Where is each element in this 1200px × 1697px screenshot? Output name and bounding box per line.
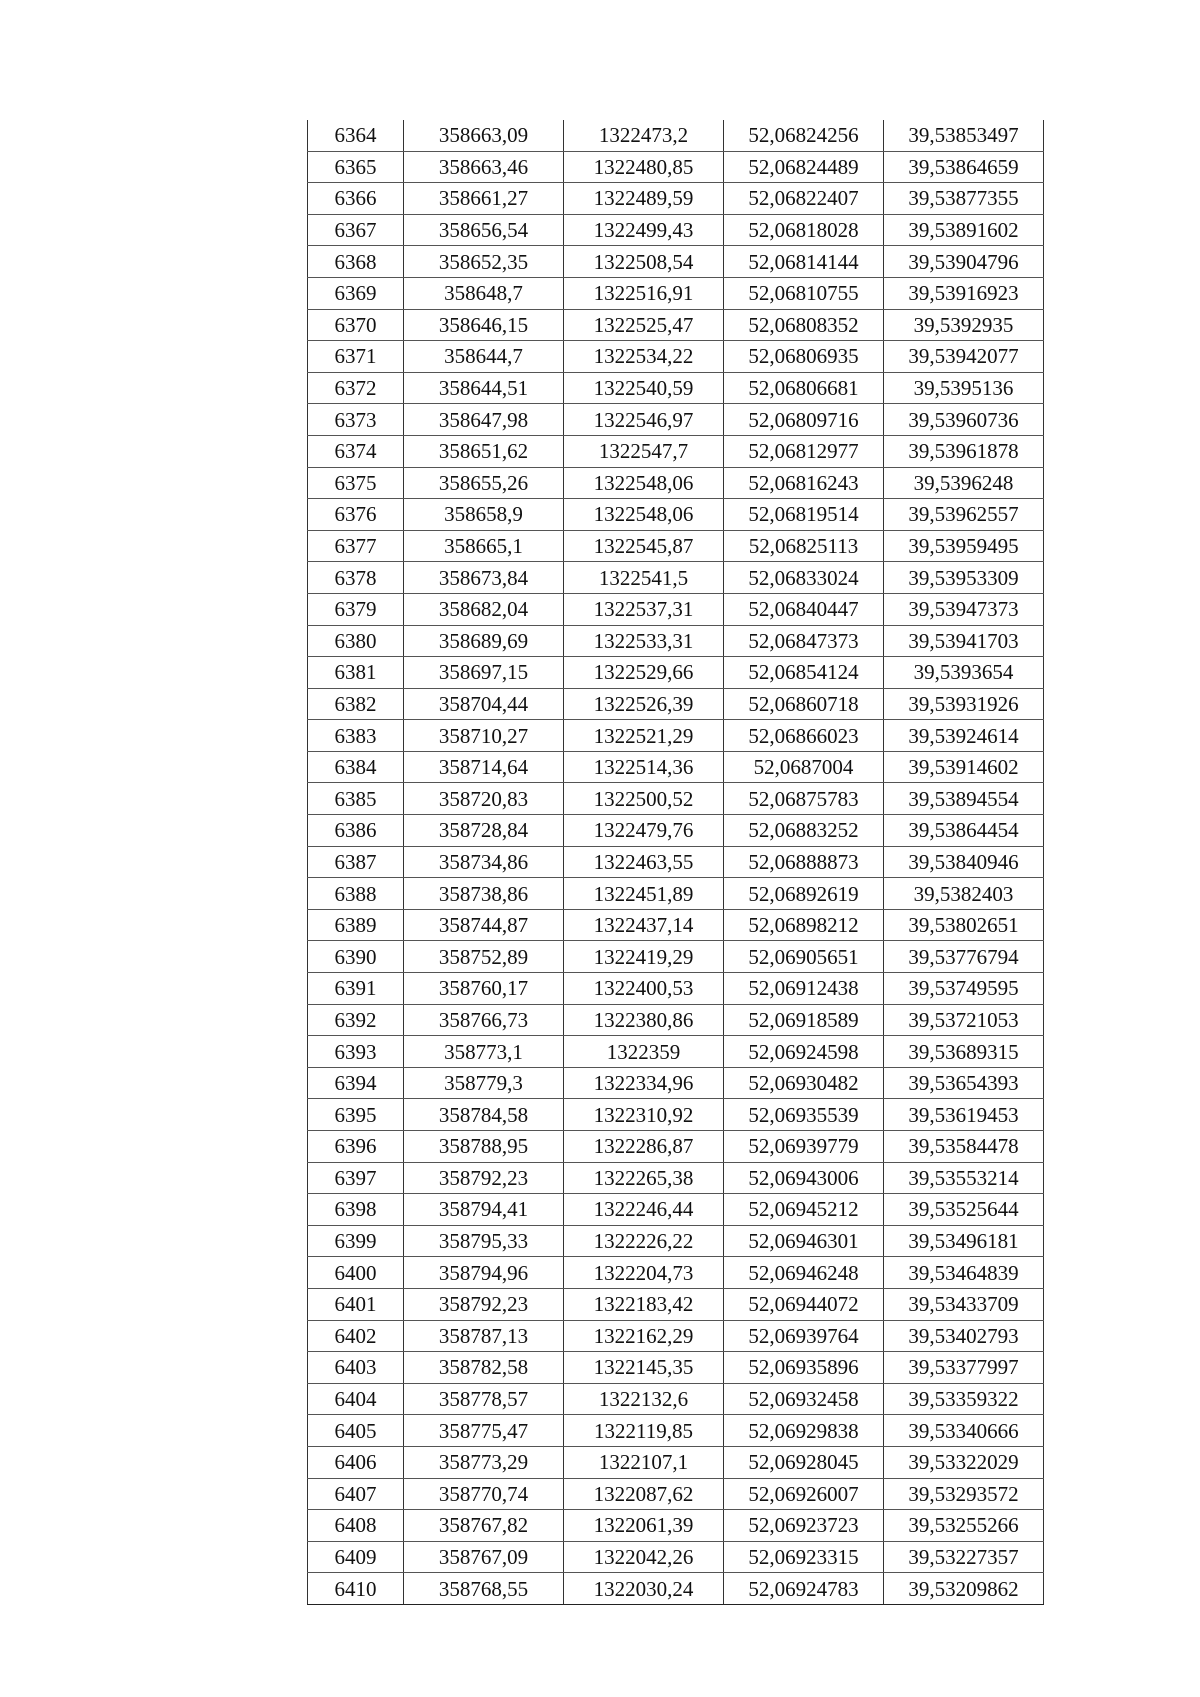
point-number-cell: 6387: [308, 846, 404, 878]
x-coordinate-cell: 358779,3: [404, 1067, 564, 1099]
y-coordinate-cell: 1322499,43: [564, 214, 724, 246]
latitude-cell: 52,06825113: [724, 530, 884, 562]
latitude-cell: 52,06945212: [724, 1194, 884, 1226]
y-coordinate-cell: 1322145,35: [564, 1352, 724, 1384]
y-coordinate-cell: 1322162,29: [564, 1320, 724, 1352]
y-coordinate-cell: 1322521,29: [564, 720, 724, 752]
latitude-cell: 52,06935896: [724, 1352, 884, 1384]
latitude-cell: 52,06816243: [724, 467, 884, 499]
table-row: [308, 688, 1044, 720]
table-row: [308, 1004, 1044, 1036]
y-coordinate-cell: 1322534,22: [564, 341, 724, 373]
x-coordinate-cell: 358673,84: [404, 562, 564, 594]
longitude-cell: 39,53293572: [884, 1478, 1044, 1510]
point-number-cell: 6408: [308, 1510, 404, 1542]
point-number-cell: 6370: [308, 309, 404, 341]
y-coordinate-cell: 1322546,97: [564, 404, 724, 436]
longitude-cell: 39,53402793: [884, 1320, 1044, 1352]
point-number-cell: 6369: [308, 277, 404, 309]
y-coordinate-cell: 1322529,66: [564, 657, 724, 689]
y-coordinate-cell: 1322400,53: [564, 973, 724, 1005]
table-row: [308, 1099, 1044, 1131]
table-row: [308, 151, 1044, 183]
latitude-cell: 52,06812977: [724, 435, 884, 467]
latitude-cell: 52,06860718: [724, 688, 884, 720]
x-coordinate-cell: 358795,33: [404, 1225, 564, 1257]
table-row: [308, 1541, 1044, 1573]
table-row: [308, 625, 1044, 657]
table-row: [308, 562, 1044, 594]
point-number-cell: 6400: [308, 1257, 404, 1289]
x-coordinate-cell: 358682,04: [404, 593, 564, 625]
x-coordinate-cell: 358652,35: [404, 246, 564, 278]
x-coordinate-cell: 358646,15: [404, 309, 564, 341]
y-coordinate-cell: 1322334,96: [564, 1067, 724, 1099]
table-row: [308, 277, 1044, 309]
point-number-cell: 6391: [308, 973, 404, 1005]
table-row: [308, 1194, 1044, 1226]
longitude-cell: 39,53960736: [884, 404, 1044, 436]
table-row: [308, 1383, 1044, 1415]
longitude-cell: 39,53864659: [884, 151, 1044, 183]
point-number-cell: 6403: [308, 1352, 404, 1384]
point-number-cell: 6368: [308, 246, 404, 278]
table-row: [308, 941, 1044, 973]
point-number-cell: 6409: [308, 1541, 404, 1573]
y-coordinate-cell: 1322479,76: [564, 815, 724, 847]
y-coordinate-cell: 1322226,22: [564, 1225, 724, 1257]
longitude-cell: 39,53525644: [884, 1194, 1044, 1226]
point-number-cell: 6379: [308, 593, 404, 625]
y-coordinate-cell: 1322489,59: [564, 183, 724, 215]
longitude-cell: 39,53924614: [884, 720, 1044, 752]
x-coordinate-cell: 358773,29: [404, 1446, 564, 1478]
longitude-cell: 39,53941703: [884, 625, 1044, 657]
point-number-cell: 6395: [308, 1099, 404, 1131]
table-row: [308, 372, 1044, 404]
x-coordinate-cell: 358792,23: [404, 1288, 564, 1320]
latitude-cell: 52,06946301: [724, 1225, 884, 1257]
y-coordinate-cell: 1322087,62: [564, 1478, 724, 1510]
table-row: [308, 909, 1044, 941]
x-coordinate-cell: 358787,13: [404, 1320, 564, 1352]
latitude-cell: 52,06806935: [724, 341, 884, 373]
point-number-cell: 6366: [308, 183, 404, 215]
table-row: [308, 246, 1044, 278]
longitude-cell: 39,53464839: [884, 1257, 1044, 1289]
y-coordinate-cell: 1322061,39: [564, 1510, 724, 1542]
table-row: [308, 435, 1044, 467]
table-row: [308, 214, 1044, 246]
point-number-cell: 6410: [308, 1573, 404, 1605]
x-coordinate-cell: 358689,69: [404, 625, 564, 657]
y-coordinate-cell: 1322030,24: [564, 1573, 724, 1605]
table-row: [308, 593, 1044, 625]
y-coordinate-cell: 1322380,86: [564, 1004, 724, 1036]
latitude-cell: 52,06926007: [724, 1478, 884, 1510]
latitude-cell: 52,06833024: [724, 562, 884, 594]
longitude-cell: 39,53942077: [884, 341, 1044, 373]
point-number-cell: 6371: [308, 341, 404, 373]
x-coordinate-cell: 358767,82: [404, 1510, 564, 1542]
y-coordinate-cell: 1322246,44: [564, 1194, 724, 1226]
longitude-cell: 39,53962557: [884, 499, 1044, 531]
x-coordinate-cell: 358775,47: [404, 1415, 564, 1447]
table-row: [308, 1510, 1044, 1542]
point-number-cell: 6364: [308, 120, 404, 151]
point-number-cell: 6397: [308, 1162, 404, 1194]
longitude-cell: 39,53961878: [884, 435, 1044, 467]
latitude-cell: 52,06847373: [724, 625, 884, 657]
point-number-cell: 6389: [308, 909, 404, 941]
point-number-cell: 6405: [308, 1415, 404, 1447]
y-coordinate-cell: 1322525,47: [564, 309, 724, 341]
x-coordinate-cell: 358704,44: [404, 688, 564, 720]
longitude-cell: 39,53802651: [884, 909, 1044, 941]
latitude-cell: 52,06923315: [724, 1541, 884, 1573]
longitude-cell: 39,53776794: [884, 941, 1044, 973]
longitude-cell: 39,53916923: [884, 277, 1044, 309]
y-coordinate-cell: 1322540,59: [564, 372, 724, 404]
y-coordinate-cell: 1322132,6: [564, 1383, 724, 1415]
table-row: [308, 1036, 1044, 1068]
point-number-cell: 6374: [308, 435, 404, 467]
longitude-cell: 39,53959495: [884, 530, 1044, 562]
latitude-cell: 52,06819514: [724, 499, 884, 531]
point-number-cell: 6380: [308, 625, 404, 657]
latitude-cell: 52,06854124: [724, 657, 884, 689]
x-coordinate-cell: 358768,55: [404, 1573, 564, 1605]
latitude-cell: 52,06912438: [724, 973, 884, 1005]
y-coordinate-cell: 1322107,1: [564, 1446, 724, 1478]
x-coordinate-cell: 358744,87: [404, 909, 564, 941]
table-row: [308, 1288, 1044, 1320]
table-row: [308, 1573, 1044, 1605]
latitude-cell: 52,06810755: [724, 277, 884, 309]
table-row: [308, 499, 1044, 531]
y-coordinate-cell: 1322419,29: [564, 941, 724, 973]
x-coordinate-cell: 358656,54: [404, 214, 564, 246]
table-row: [308, 815, 1044, 847]
table-row: [308, 1162, 1044, 1194]
x-coordinate-cell: 358697,15: [404, 657, 564, 689]
y-coordinate-cell: 1322286,87: [564, 1131, 724, 1163]
longitude-cell: 39,53340666: [884, 1415, 1044, 1447]
latitude-cell: 52,06939764: [724, 1320, 884, 1352]
table-row: [308, 720, 1044, 752]
point-number-cell: 6392: [308, 1004, 404, 1036]
y-coordinate-cell: 1322310,92: [564, 1099, 724, 1131]
longitude-cell: 39,53947373: [884, 593, 1044, 625]
y-coordinate-cell: 1322042,26: [564, 1541, 724, 1573]
longitude-cell: 39,53553214: [884, 1162, 1044, 1194]
point-number-cell: 6402: [308, 1320, 404, 1352]
latitude-cell: 52,06806681: [724, 372, 884, 404]
table-row: [308, 1478, 1044, 1510]
point-number-cell: 6406: [308, 1446, 404, 1478]
longitude-cell: 39,53953309: [884, 562, 1044, 594]
latitude-cell: 52,06809716: [724, 404, 884, 436]
longitude-cell: 39,53891602: [884, 214, 1044, 246]
x-coordinate-cell: 358766,73: [404, 1004, 564, 1036]
y-coordinate-cell: 1322473,2: [564, 120, 724, 151]
y-coordinate-cell: 1322359: [564, 1036, 724, 1068]
longitude-cell: 39,53931926: [884, 688, 1044, 720]
point-number-cell: 6394: [308, 1067, 404, 1099]
point-number-cell: 6365: [308, 151, 404, 183]
latitude-cell: 52,06946248: [724, 1257, 884, 1289]
x-coordinate-cell: 358752,89: [404, 941, 564, 973]
latitude-cell: 52,0687004: [724, 751, 884, 783]
x-coordinate-cell: 358760,17: [404, 973, 564, 1005]
y-coordinate-cell: 1322183,42: [564, 1288, 724, 1320]
y-coordinate-cell: 1322514,36: [564, 751, 724, 783]
point-number-cell: 6384: [308, 751, 404, 783]
longitude-cell: 39,53721053: [884, 1004, 1044, 1036]
x-coordinate-cell: 358767,09: [404, 1541, 564, 1573]
longitude-cell: 39,53255266: [884, 1510, 1044, 1542]
longitude-cell: 39,53227357: [884, 1541, 1044, 1573]
x-coordinate-cell: 358655,26: [404, 467, 564, 499]
point-number-cell: 6381: [308, 657, 404, 689]
table-row: [308, 404, 1044, 436]
y-coordinate-cell: 1322265,38: [564, 1162, 724, 1194]
longitude-cell: 39,53904796: [884, 246, 1044, 278]
x-coordinate-cell: 358738,86: [404, 878, 564, 910]
x-coordinate-cell: 358778,57: [404, 1383, 564, 1415]
x-coordinate-cell: 358734,86: [404, 846, 564, 878]
x-coordinate-cell: 358665,1: [404, 530, 564, 562]
latitude-cell: 52,06924783: [724, 1573, 884, 1605]
latitude-cell: 52,06888873: [724, 846, 884, 878]
longitude-cell: 39,53689315: [884, 1036, 1044, 1068]
y-coordinate-cell: 1322541,5: [564, 562, 724, 594]
latitude-cell: 52,06814144: [724, 246, 884, 278]
x-coordinate-cell: 358788,95: [404, 1131, 564, 1163]
latitude-cell: 52,06935539: [724, 1099, 884, 1131]
point-number-cell: 6385: [308, 783, 404, 815]
point-number-cell: 6407: [308, 1478, 404, 1510]
x-coordinate-cell: 358710,27: [404, 720, 564, 752]
latitude-cell: 52,06824489: [724, 151, 884, 183]
latitude-cell: 52,06932458: [724, 1383, 884, 1415]
longitude-cell: 39,53877355: [884, 183, 1044, 215]
x-coordinate-cell: 358770,74: [404, 1478, 564, 1510]
longitude-cell: 39,53840946: [884, 846, 1044, 878]
table-row: [308, 1320, 1044, 1352]
x-coordinate-cell: 358663,46: [404, 151, 564, 183]
longitude-cell: 39,53853497: [884, 120, 1044, 151]
longitude-cell: 39,5395136: [884, 372, 1044, 404]
latitude-cell: 52,06905651: [724, 941, 884, 973]
table-row: [308, 1131, 1044, 1163]
point-number-cell: 6378: [308, 562, 404, 594]
latitude-cell: 52,06824256: [724, 120, 884, 151]
latitude-cell: 52,06943006: [724, 1162, 884, 1194]
table-row: [308, 846, 1044, 878]
y-coordinate-cell: 1322463,55: [564, 846, 724, 878]
longitude-cell: 39,53654393: [884, 1067, 1044, 1099]
y-coordinate-cell: 1322516,91: [564, 277, 724, 309]
table-row: [308, 1352, 1044, 1384]
table-row: [308, 1415, 1044, 1447]
point-number-cell: 6399: [308, 1225, 404, 1257]
y-coordinate-cell: 1322537,31: [564, 593, 724, 625]
x-coordinate-cell: 358782,58: [404, 1352, 564, 1384]
longitude-cell: 39,53496181: [884, 1225, 1044, 1257]
table-row: [308, 530, 1044, 562]
point-number-cell: 6376: [308, 499, 404, 531]
latitude-cell: 52,06818028: [724, 214, 884, 246]
longitude-cell: 39,53584478: [884, 1131, 1044, 1163]
point-number-cell: 6388: [308, 878, 404, 910]
point-number-cell: 6398: [308, 1194, 404, 1226]
point-number-cell: 6375: [308, 467, 404, 499]
coordinates-table: [307, 120, 1044, 1605]
y-coordinate-cell: 1322480,85: [564, 151, 724, 183]
table-row: [308, 878, 1044, 910]
y-coordinate-cell: 1322204,73: [564, 1257, 724, 1289]
latitude-cell: 52,06930482: [724, 1067, 884, 1099]
point-number-cell: 6373: [308, 404, 404, 436]
y-coordinate-cell: 1322500,52: [564, 783, 724, 815]
y-coordinate-cell: 1322533,31: [564, 625, 724, 657]
point-number-cell: 6396: [308, 1131, 404, 1163]
longitude-cell: 39,5392935: [884, 309, 1044, 341]
x-coordinate-cell: 358663,09: [404, 120, 564, 151]
longitude-cell: 39,53359322: [884, 1383, 1044, 1415]
x-coordinate-cell: 358658,9: [404, 499, 564, 531]
latitude-cell: 52,06929838: [724, 1415, 884, 1447]
table-row: [308, 1067, 1044, 1099]
point-number-cell: 6404: [308, 1383, 404, 1415]
longitude-cell: 39,53433709: [884, 1288, 1044, 1320]
point-number-cell: 6382: [308, 688, 404, 720]
table-row: [308, 657, 1044, 689]
latitude-cell: 52,06924598: [724, 1036, 884, 1068]
table-row: [308, 1225, 1044, 1257]
latitude-cell: 52,06918589: [724, 1004, 884, 1036]
x-coordinate-cell: 358647,98: [404, 404, 564, 436]
point-number-cell: 6386: [308, 815, 404, 847]
table-row: [308, 341, 1044, 373]
x-coordinate-cell: 358794,96: [404, 1257, 564, 1289]
latitude-cell: 52,06892619: [724, 878, 884, 910]
x-coordinate-cell: 358794,41: [404, 1194, 564, 1226]
table-row: [308, 467, 1044, 499]
y-coordinate-cell: 1322451,89: [564, 878, 724, 910]
latitude-cell: 52,06866023: [724, 720, 884, 752]
table-row: [308, 120, 1044, 151]
x-coordinate-cell: 358714,64: [404, 751, 564, 783]
y-coordinate-cell: 1322119,85: [564, 1415, 724, 1447]
x-coordinate-cell: 358792,23: [404, 1162, 564, 1194]
latitude-cell: 52,06923723: [724, 1510, 884, 1542]
y-coordinate-cell: 1322508,54: [564, 246, 724, 278]
longitude-cell: 39,53864454: [884, 815, 1044, 847]
table-row: [308, 751, 1044, 783]
latitude-cell: 52,06840447: [724, 593, 884, 625]
longitude-cell: 39,5393654: [884, 657, 1044, 689]
y-coordinate-cell: 1322547,7: [564, 435, 724, 467]
latitude-cell: 52,06939779: [724, 1131, 884, 1163]
point-number-cell: 6401: [308, 1288, 404, 1320]
x-coordinate-cell: 358784,58: [404, 1099, 564, 1131]
y-coordinate-cell: 1322526,39: [564, 688, 724, 720]
x-coordinate-cell: 358644,7: [404, 341, 564, 373]
latitude-cell: 52,06898212: [724, 909, 884, 941]
x-coordinate-cell: 358773,1: [404, 1036, 564, 1068]
point-number-cell: 6393: [308, 1036, 404, 1068]
table-row: [308, 783, 1044, 815]
longitude-cell: 39,53914602: [884, 751, 1044, 783]
x-coordinate-cell: 358651,62: [404, 435, 564, 467]
x-coordinate-cell: 358728,84: [404, 815, 564, 847]
longitude-cell: 39,53209862: [884, 1573, 1044, 1605]
y-coordinate-cell: 1322548,06: [564, 499, 724, 531]
point-number-cell: 6383: [308, 720, 404, 752]
x-coordinate-cell: 358648,7: [404, 277, 564, 309]
latitude-cell: 52,06875783: [724, 783, 884, 815]
latitude-cell: 52,06822407: [724, 183, 884, 215]
y-coordinate-cell: 1322545,87: [564, 530, 724, 562]
longitude-cell: 39,53894554: [884, 783, 1044, 815]
table-row: [308, 1446, 1044, 1478]
table-row: [308, 183, 1044, 215]
longitude-cell: 39,53619453: [884, 1099, 1044, 1131]
table-row: [308, 309, 1044, 341]
y-coordinate-cell: 1322548,06: [564, 467, 724, 499]
table-row: [308, 973, 1044, 1005]
longitude-cell: 39,5396248: [884, 467, 1044, 499]
latitude-cell: 52,06883252: [724, 815, 884, 847]
point-number-cell: 6390: [308, 941, 404, 973]
longitude-cell: 39,5382403: [884, 878, 1044, 910]
x-coordinate-cell: 358644,51: [404, 372, 564, 404]
coordinates-table-body: [308, 120, 1044, 1604]
longitude-cell: 39,53377997: [884, 1352, 1044, 1384]
latitude-cell: 52,06928045: [724, 1446, 884, 1478]
point-number-cell: 6367: [308, 214, 404, 246]
point-number-cell: 6372: [308, 372, 404, 404]
latitude-cell: 52,06808352: [724, 309, 884, 341]
longitude-cell: 39,53749595: [884, 973, 1044, 1005]
point-number-cell: 6377: [308, 530, 404, 562]
table-row: [308, 1257, 1044, 1289]
latitude-cell: 52,06944072: [724, 1288, 884, 1320]
x-coordinate-cell: 358661,27: [404, 183, 564, 215]
longitude-cell: 39,53322029: [884, 1446, 1044, 1478]
x-coordinate-cell: 358720,83: [404, 783, 564, 815]
y-coordinate-cell: 1322437,14: [564, 909, 724, 941]
